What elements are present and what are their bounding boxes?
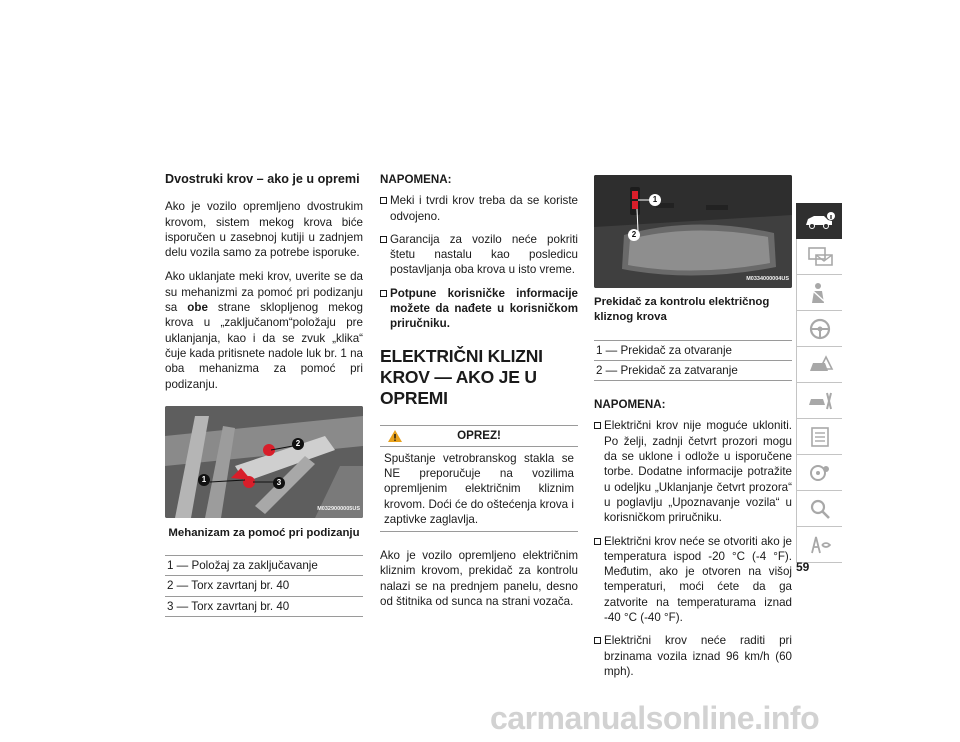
- language-icon: [806, 533, 834, 557]
- warning-car-icon: [806, 353, 834, 377]
- legend-item: 2 — Torx zavrtanj br. 40: [165, 576, 363, 596]
- paragraph: Ako uklanjate meki krov, uverite se da su mehanizmi za pomoć pri podizanju sa obe strane sklopljenog mekog krova u „zaključanom“položaju pre uklanjanja, kao i da se zvuk „klika“ čuje kada pritisnete nadole luk br. 1 na oba mehanizma za pomoć pri podizanju.: [165, 270, 364, 391]
- watermark: carmanualsonline.info: [490, 700, 820, 736]
- figure-code: M0329000005US: [317, 505, 360, 512]
- specs-list-icon: [806, 425, 834, 449]
- right-column: [594, 175, 792, 687]
- tab-specifications[interactable]: [796, 419, 842, 455]
- figure-code: M0334000004US: [746, 275, 789, 282]
- legend-item: 1 — Položaj za zaključavanje: [165, 556, 363, 576]
- figure-legend: [165, 555, 363, 617]
- note-heading: NAPOMENA:: [380, 173, 452, 186]
- callout-1: 1: [649, 194, 661, 206]
- tab-safety[interactable]: [796, 275, 842, 311]
- car-service-icon: [806, 389, 834, 413]
- tab-customer-assistance[interactable]: [796, 491, 842, 527]
- legend-item: 2 — Prekidač za zatvaranje: [594, 361, 792, 381]
- seatbelt-icon: [806, 281, 834, 305]
- note-bullet: Garancija za vozilo neće pokriti štetu nastalu kao posledicu postavljanja oba krova u isto vreme.: [380, 232, 578, 278]
- tab-index[interactable]: [796, 527, 842, 563]
- figure-caption: Mehanizam za pomoć pri podizanju: [168, 526, 360, 539]
- figure-sunroof-switch: [594, 175, 792, 288]
- caution-header: [380, 425, 578, 447]
- note-bullet: Električni krov neće raditi pri brzinama vozila iznad 96 km/h (60 mph).: [594, 633, 792, 679]
- note-bullet: Potpune korisničke informacije možete da nađete u korisničkom priručniku.: [380, 286, 578, 332]
- message-icon: [806, 245, 834, 269]
- tab-service[interactable]: [796, 383, 842, 419]
- note-bullet: Meki i tvrdi krov treba da se koriste odvojeno.: [380, 193, 578, 224]
- warning-icon: [388, 430, 402, 442]
- legend-item: 1 — Prekidač za otvaranje: [594, 341, 792, 361]
- search-icon: [806, 497, 834, 521]
- bullet-box-icon: [594, 422, 601, 429]
- caution-title: OPREZ!: [457, 428, 501, 442]
- callout-3: 3: [273, 477, 285, 489]
- chapter-tabs: [796, 203, 842, 563]
- paragraph: Ako je vozilo opremljeno električnim kliznim krovom, prekidač za kontrolu nalazi se na prednjem panelu, desno od štitnika od sunca na strani vozača.: [380, 549, 578, 609]
- caution-box: [380, 425, 578, 532]
- bullet-box-icon: [380, 236, 387, 243]
- callout-1: 1: [198, 474, 210, 486]
- caution-text: Spuštanje vetrobranskog stakla se NE preporučuje na vozilima opremljenim električnim kliznim krovom. Doći će do oštećenja krova i zaptivke zaglavlja.: [384, 451, 574, 526]
- callout-2: 2: [292, 438, 304, 450]
- tab-car-info[interactable]: [796, 203, 842, 239]
- tab-multimedia[interactable]: [796, 455, 842, 491]
- figure-legend: [594, 340, 792, 382]
- page-number: 59: [796, 560, 810, 574]
- left-column: [165, 172, 363, 617]
- middle-column: [380, 172, 578, 618]
- paragraph: Ako je vozilo opremljeno dvostrukim krovom, sistem mekog krova biće isporučen u zasebnoj kutiji u zadnjem delu vozila samo za potrebe isporuke.: [165, 200, 363, 260]
- figure-caption: Prekidač za kontrolu električnog kliznog krova: [594, 296, 770, 324]
- section-heading-dual-top: Dvostruki krov – ako je u opremi: [165, 172, 360, 186]
- car-info-icon: [804, 211, 836, 231]
- legend-item: 3 — Torx zavrtanj br. 40: [165, 597, 363, 617]
- multimedia-icon: [806, 461, 834, 485]
- bullet-box-icon: [380, 197, 387, 204]
- tab-driving[interactable]: [796, 311, 842, 347]
- bullet-box-icon: [594, 538, 601, 545]
- steering-wheel-icon: [806, 317, 834, 341]
- tab-messages[interactable]: [796, 239, 842, 275]
- tab-emergency[interactable]: [796, 347, 842, 383]
- bullet-box-icon: [380, 290, 387, 297]
- callout-2: 2: [628, 229, 640, 241]
- note-bullet: Električni krov neće se otvoriti ako je temperatura ispod -20 °C (-4 °F). Međutim, ako je otvoren na višoj temperaturi, moći ćete da ga zatvorite na temperaturama iznad -40 °C (-40 °F).: [594, 534, 792, 626]
- note-heading: NAPOMENA:: [594, 398, 666, 412]
- note-bullet: Električni krov nije moguće ukloniti. Po želji, zadnji četvrt prozori mogu da se uklone i odlože u isporučene torbe. Dodatne informacije potražite u odeljku „Uklanjanje četvrt prozora“ u poglavlju „Upoznavanje vozila“ u korisničkom priručniku.: [594, 418, 792, 525]
- section-heading-sunroof: ELEKTRIČNI KLIZNI KROV — AKO JE U OPREMI: [380, 345, 543, 408]
- figure-lift-assist: [165, 406, 363, 518]
- bullet-box-icon: [594, 637, 601, 644]
